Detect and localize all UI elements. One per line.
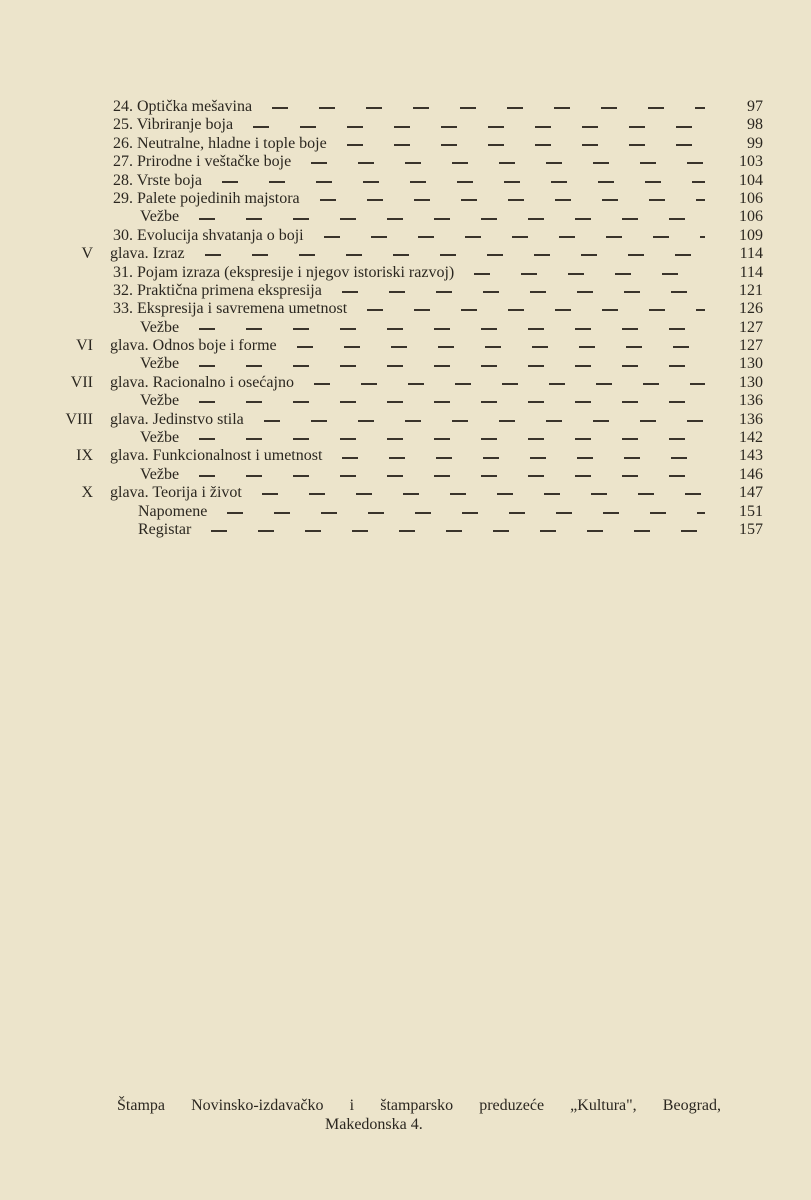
entry-title: glava. Teorija i život xyxy=(110,484,242,502)
page-number: 103 xyxy=(739,153,763,171)
page-number: 147 xyxy=(739,484,763,502)
chapter-numeral: V xyxy=(81,245,93,263)
page-number: 146 xyxy=(739,465,763,483)
imprint-line-1: Štampa Novinsko-izdavačko i štamparsko preduzeće „Kultura", Beograd, xyxy=(117,1097,721,1114)
toc-entry xyxy=(0,282,811,300)
toc-entry xyxy=(0,98,811,116)
toc-entry xyxy=(0,319,811,337)
page-number: 157 xyxy=(739,520,763,538)
entry-title: glava. Odnos boje i forme xyxy=(110,337,277,355)
page-number: 97 xyxy=(747,98,763,115)
page-number: 143 xyxy=(739,447,763,465)
page-number: 151 xyxy=(739,502,763,520)
dash-leader xyxy=(252,420,705,422)
imprint-line-2: Makedonska 4. xyxy=(325,1116,423,1133)
entry-title: glava. Izraz xyxy=(110,245,185,263)
chapter-numeral: X xyxy=(81,484,93,502)
dash-leader xyxy=(241,126,705,128)
dash-leader xyxy=(193,254,705,256)
entry-title: 31. Pojam izraza (ekspresije i njegov istoriski razvoj) xyxy=(113,263,455,281)
dash-leader xyxy=(250,493,705,495)
page-number: 136 xyxy=(739,392,763,410)
entry-title: Vežbe xyxy=(140,429,180,447)
dash-leader xyxy=(335,144,705,146)
table-of-contents xyxy=(0,98,811,539)
entry-title: 32. Praktična primena ekspresija xyxy=(113,281,322,299)
dash-leader xyxy=(187,438,705,440)
entry-title: glava. Funkcionalnost i umetnost xyxy=(110,447,323,465)
entry-title: glava. Jedinstvo stila xyxy=(110,410,244,428)
toc-entry xyxy=(0,227,811,245)
dash-leader xyxy=(308,199,705,201)
dash-leader xyxy=(330,457,705,459)
dash-leader xyxy=(215,512,705,514)
page-number: 106 xyxy=(739,189,763,207)
entry-title: Napomene xyxy=(138,502,208,520)
page-number: 127 xyxy=(739,337,763,355)
entry-title: 24. Optička mešavina xyxy=(113,98,253,115)
printer-imprint xyxy=(117,1096,721,1134)
entry-title: 33. Ekspresija i savremena umetnost xyxy=(113,300,348,318)
toc-entry xyxy=(0,208,811,226)
toc-entry xyxy=(0,484,811,502)
page-number: 114 xyxy=(739,263,763,281)
entry-title: Vežbe xyxy=(140,208,180,226)
toc-entry xyxy=(0,429,811,447)
dash-leader xyxy=(299,162,705,164)
page-number: 130 xyxy=(739,355,763,373)
entry-title: Vežbe xyxy=(140,318,180,336)
toc-entry xyxy=(0,135,811,153)
entry-title: 28. Vrste boja xyxy=(113,171,202,189)
toc-entry xyxy=(0,355,811,373)
dash-leader xyxy=(462,273,705,275)
toc-entry xyxy=(0,503,811,521)
toc-entry xyxy=(0,411,811,429)
dash-leader xyxy=(330,291,705,293)
dash-leader xyxy=(187,218,705,220)
dash-leader xyxy=(187,475,705,477)
entry-title: glava. Racionalno i osećajno xyxy=(110,373,294,391)
page-number: 136 xyxy=(739,410,763,428)
toc-entry xyxy=(0,153,811,171)
toc-entry xyxy=(0,172,811,190)
entry-title: 30. Evolucija shvatanja o boji xyxy=(113,226,304,244)
page-number: 126 xyxy=(739,300,763,318)
chapter-numeral: IX xyxy=(76,447,93,465)
page-number: 99 xyxy=(747,134,763,152)
toc-entry xyxy=(0,190,811,208)
toc-entry xyxy=(0,116,811,134)
page-number: 130 xyxy=(739,373,763,391)
toc-entry xyxy=(0,264,811,282)
toc-entry xyxy=(0,447,811,465)
dash-leader xyxy=(355,309,705,311)
dash-leader xyxy=(260,107,705,109)
entry-title: Vežbe xyxy=(140,392,180,410)
chapter-numeral: VI xyxy=(76,337,93,355)
page-number: 121 xyxy=(739,281,763,299)
dash-leader xyxy=(187,401,705,403)
dash-leader xyxy=(210,181,705,183)
entry-title: 26. Neutralne, hladne i tople boje xyxy=(113,134,327,152)
page-number: 106 xyxy=(739,208,763,226)
entry-title: Vežbe xyxy=(140,465,180,483)
toc-entry xyxy=(0,337,811,355)
entry-title: Registar xyxy=(138,520,192,538)
toc-entry xyxy=(0,392,811,410)
toc-entry xyxy=(0,374,811,392)
entry-title: Vežbe xyxy=(140,355,180,373)
chapter-numeral: VIII xyxy=(65,410,93,428)
toc-entry xyxy=(0,245,811,263)
page-number: 98 xyxy=(747,116,763,134)
entry-title: 29. Palete pojedinih majstora xyxy=(113,189,300,207)
page-number: 142 xyxy=(739,429,763,447)
entry-title: 25. Vibriranje boja xyxy=(113,116,234,134)
page-number: 109 xyxy=(739,226,763,244)
toc-entry xyxy=(0,466,811,484)
dash-leader xyxy=(199,530,705,532)
dash-leader xyxy=(302,383,705,385)
dash-leader xyxy=(187,328,705,330)
entry-title: 27. Prirodne i veštačke boje xyxy=(113,153,292,171)
toc-entry xyxy=(0,521,811,539)
page-number: 127 xyxy=(739,318,763,336)
toc-entry xyxy=(0,300,811,318)
chapter-numeral: VII xyxy=(70,373,93,391)
dash-leader xyxy=(312,236,705,238)
page-number: 104 xyxy=(739,171,763,189)
dash-leader xyxy=(285,346,705,348)
dash-leader xyxy=(187,365,705,367)
page-number: 114 xyxy=(739,245,763,263)
